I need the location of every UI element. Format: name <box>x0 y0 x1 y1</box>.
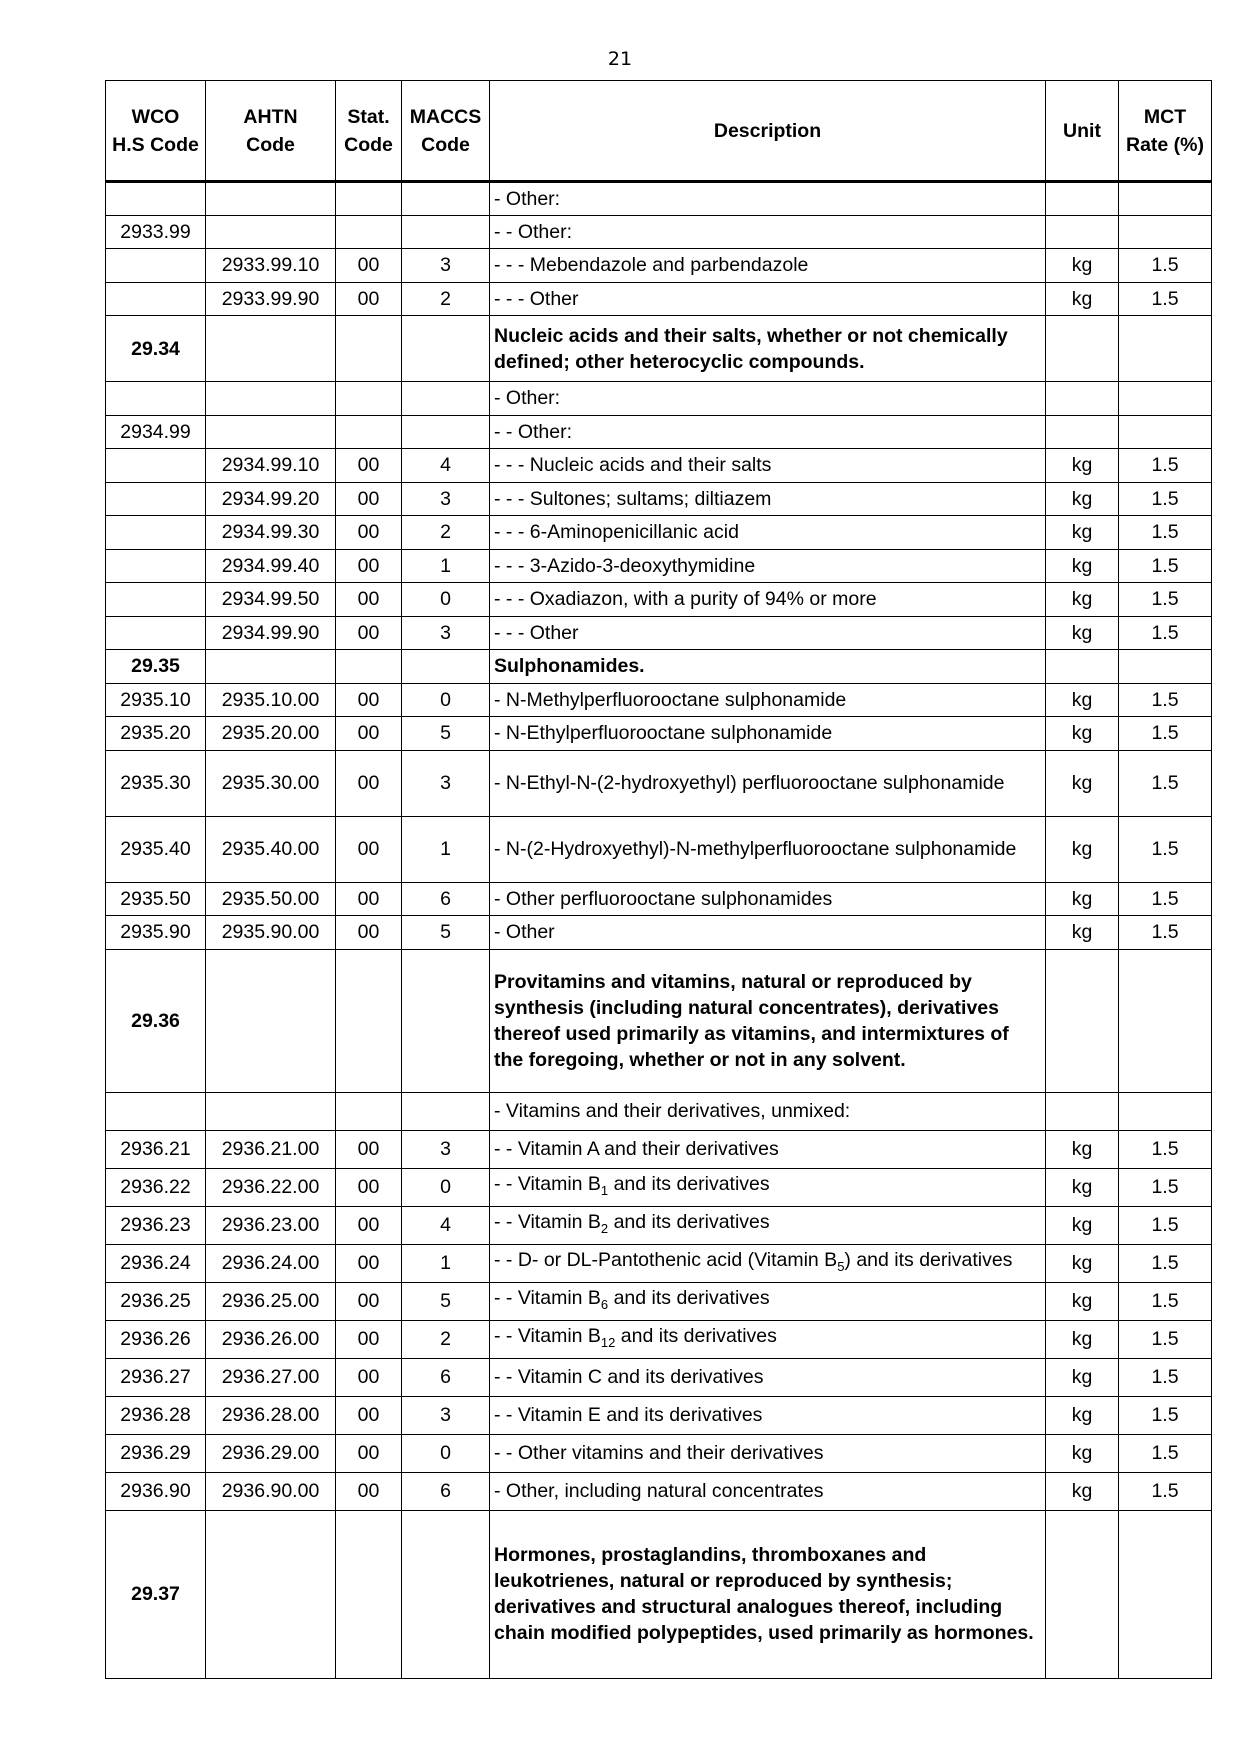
description-text: and its derivatives <box>608 1172 770 1195</box>
cell-ahtn-code: 2933.99.90 <box>206 282 336 316</box>
page-number: 21 <box>607 48 633 70</box>
cell-maccs-code: 5 <box>402 1282 490 1320</box>
cell-ahtn-code: 2935.20.00 <box>206 717 336 751</box>
cell-description <box>490 1320 1046 1358</box>
cell-description: - - - Sultones; sultams; diltiazem <box>490 482 1046 516</box>
cell-description: - Other perfluorooctane sulphonamides <box>490 882 1046 916</box>
cell-stat-code <box>336 949 402 1092</box>
cell-description: - - - 3-Azido-3-deoxythymidine <box>490 549 1046 583</box>
cell-mct-rate: 1.5 <box>1119 1434 1212 1472</box>
cell-description <box>490 1168 1046 1206</box>
cell-unit <box>1046 1510 1119 1678</box>
cell-ahtn-code: 2934.99.20 <box>206 482 336 516</box>
cell-stat-code: 00 <box>336 750 402 816</box>
cell-stat-code: 00 <box>336 549 402 583</box>
cell-unit: kg <box>1046 1130 1119 1168</box>
header-description: Description <box>490 81 1046 182</box>
cell-stat-code: 00 <box>336 282 402 316</box>
header-wco: WCO H.S Code <box>106 81 206 182</box>
cell-ahtn-code: 2936.26.00 <box>206 1320 336 1358</box>
cell-description: - - - Nucleic acids and their salts <box>490 449 1046 483</box>
header-unit: Unit <box>1046 81 1119 182</box>
cell-mct-rate: 1.5 <box>1119 449 1212 483</box>
header-maccs: MACCS Code <box>402 81 490 182</box>
cell-stat-code: 00 <box>336 1244 402 1282</box>
table-row <box>106 616 1212 650</box>
cell-mct-rate: 1.5 <box>1119 1320 1212 1358</box>
cell-wco-code: 2933.99 <box>106 215 206 249</box>
cell-maccs-code: 3 <box>402 1396 490 1434</box>
cell-description: - Vitamins and their derivatives, unmixed: <box>490 1092 1046 1130</box>
cell-mct-rate: 1.5 <box>1119 282 1212 316</box>
cell-description: - N-(2-Hydroxyethyl)-N-methylperfluorooctane sulphonamide <box>490 816 1046 882</box>
cell-stat-code: 00 <box>336 683 402 717</box>
vitamin-subscript: 1 <box>600 1182 609 1198</box>
cell-description: - - - Other <box>490 616 1046 650</box>
cell-mct-rate <box>1119 650 1212 684</box>
cell-stat-code <box>336 1092 402 1130</box>
description-text: and its derivatives <box>608 1286 770 1309</box>
cell-wco-code <box>106 482 206 516</box>
cell-stat-code: 00 <box>336 882 402 916</box>
cell-ahtn-code: 2936.23.00 <box>206 1206 336 1244</box>
cell-mct-rate <box>1119 215 1212 249</box>
cell-unit: kg <box>1046 717 1119 751</box>
cell-unit <box>1046 415 1119 449</box>
cell-mct-rate: 1.5 <box>1119 1206 1212 1244</box>
cell-wco-code: 29.34 <box>106 316 206 382</box>
cell-ahtn-code <box>206 949 336 1092</box>
cell-stat-code <box>336 182 402 216</box>
cell-unit: kg <box>1046 1282 1119 1320</box>
cell-unit <box>1046 1092 1119 1130</box>
cell-unit <box>1046 650 1119 684</box>
table-row <box>106 949 1212 1092</box>
cell-description: - N-Ethyl-N-(2-hydroxyethyl) perfluorooctane sulphonamide <box>490 750 1046 816</box>
cell-mct-rate: 1.5 <box>1119 1396 1212 1434</box>
description-text: - - Vitamin B <box>494 1286 601 1309</box>
cell-ahtn-code: 2936.29.00 <box>206 1434 336 1472</box>
cell-description: - Other, including natural concentrates <box>490 1472 1046 1510</box>
cell-ahtn-code: 2936.25.00 <box>206 1282 336 1320</box>
cell-mct-rate: 1.5 <box>1119 916 1212 950</box>
cell-mct-rate: 1.5 <box>1119 1472 1212 1510</box>
cell-wco-code <box>106 516 206 550</box>
table-row <box>106 1396 1212 1434</box>
cell-ahtn-code <box>206 1510 336 1678</box>
cell-stat-code: 00 <box>336 1282 402 1320</box>
tariff-table <box>105 80 1212 1679</box>
cell-description: - - - Mebendazole and parbendazole <box>490 249 1046 283</box>
cell-ahtn-code <box>206 182 336 216</box>
cell-stat-code: 00 <box>336 916 402 950</box>
vitamin-subscript: 2 <box>600 1220 609 1236</box>
cell-ahtn-code: 2935.40.00 <box>206 816 336 882</box>
cell-mct-rate: 1.5 <box>1119 516 1212 550</box>
description-text: - - Vitamin B <box>494 1324 601 1347</box>
table-row <box>106 1282 1212 1320</box>
cell-wco-code: 2936.26 <box>106 1320 206 1358</box>
cell-mct-rate: 1.5 <box>1119 882 1212 916</box>
table-row <box>106 449 1212 483</box>
cell-stat-code <box>336 382 402 416</box>
cell-description: - N-Methylperfluorooctane sulphonamide <box>490 683 1046 717</box>
cell-unit: kg <box>1046 516 1119 550</box>
cell-maccs-code: 6 <box>402 1472 490 1510</box>
cell-wco-code: 2935.10 <box>106 683 206 717</box>
cell-maccs-code <box>402 182 490 216</box>
cell-unit <box>1046 382 1119 416</box>
cell-ahtn-code: 2934.99.40 <box>206 549 336 583</box>
cell-maccs-code: 0 <box>402 1168 490 1206</box>
table-row <box>106 549 1212 583</box>
table-row <box>106 1434 1212 1472</box>
cell-stat-code: 00 <box>336 816 402 882</box>
table-row <box>106 583 1212 617</box>
cell-unit: kg <box>1046 1206 1119 1244</box>
cell-stat-code <box>336 1510 402 1678</box>
cell-unit: kg <box>1046 1358 1119 1396</box>
cell-wco-code <box>106 616 206 650</box>
cell-maccs-code: 5 <box>402 717 490 751</box>
cell-stat-code <box>336 415 402 449</box>
cell-mct-rate: 1.5 <box>1119 482 1212 516</box>
header-mct-rate: MCT Rate (%) <box>1119 81 1212 182</box>
cell-unit <box>1046 215 1119 249</box>
cell-stat-code: 00 <box>336 1434 402 1472</box>
cell-description <box>490 1244 1046 1282</box>
cell-wco-code: 2936.23 <box>106 1206 206 1244</box>
table-row <box>106 816 1212 882</box>
table-row <box>106 316 1212 382</box>
cell-unit: kg <box>1046 882 1119 916</box>
cell-mct-rate: 1.5 <box>1119 583 1212 617</box>
table-row <box>106 1206 1212 1244</box>
cell-unit: kg <box>1046 1472 1119 1510</box>
cell-wco-code: 2936.27 <box>106 1358 206 1396</box>
cell-maccs-code: 0 <box>402 1434 490 1472</box>
cell-wco-code <box>106 1092 206 1130</box>
cell-stat-code: 00 <box>336 516 402 550</box>
cell-wco-code <box>106 182 206 216</box>
cell-maccs-code: 1 <box>402 1244 490 1282</box>
cell-wco-code: 2934.99 <box>106 415 206 449</box>
cell-maccs-code <box>402 1510 490 1678</box>
cell-description: - - - 6-Aminopenicillanic acid <box>490 516 1046 550</box>
cell-ahtn-code: 2935.90.00 <box>206 916 336 950</box>
cell-unit: kg <box>1046 1168 1119 1206</box>
vitamin-subscript: 6 <box>600 1296 609 1312</box>
cell-ahtn-code: 2936.28.00 <box>206 1396 336 1434</box>
cell-ahtn-code <box>206 382 336 416</box>
cell-mct-rate <box>1119 415 1212 449</box>
cell-maccs-code: 6 <box>402 1358 490 1396</box>
cell-unit: kg <box>1046 549 1119 583</box>
cell-maccs-code: 4 <box>402 449 490 483</box>
cell-mct-rate: 1.5 <box>1119 1358 1212 1396</box>
cell-maccs-code <box>402 316 490 382</box>
cell-unit: kg <box>1046 750 1119 816</box>
cell-maccs-code: 2 <box>402 516 490 550</box>
cell-ahtn-code <box>206 650 336 684</box>
cell-description: - - Vitamin E and its derivatives <box>490 1396 1046 1434</box>
cell-maccs-code <box>402 650 490 684</box>
cell-ahtn-code: 2935.10.00 <box>206 683 336 717</box>
cell-description: - Other <box>490 916 1046 950</box>
vitamin-subscript: 5 <box>837 1258 845 1274</box>
cell-mct-rate <box>1119 316 1212 382</box>
cell-wco-code: 2936.29 <box>106 1434 206 1472</box>
cell-stat-code: 00 <box>336 482 402 516</box>
cell-unit: kg <box>1046 282 1119 316</box>
cell-stat-code: 00 <box>336 583 402 617</box>
cell-description: - - Vitamin C and its derivatives <box>490 1358 1046 1396</box>
cell-stat-code: 00 <box>336 1206 402 1244</box>
cell-ahtn-code <box>206 1092 336 1130</box>
cell-description: Provitamins and vitamins, natural or reproduced by synthesis (including natural concentrates), derivatives thereof used primarily as vitamins, and intermixtures of the foregoing, whether or not in any solvent. <box>490 949 1046 1092</box>
table-row <box>106 182 1212 216</box>
table-row <box>106 382 1212 416</box>
cell-mct-rate <box>1119 182 1212 216</box>
cell-mct-rate <box>1119 1510 1212 1678</box>
cell-description: - - Vitamin A and their derivatives <box>490 1130 1046 1168</box>
table-row <box>106 249 1212 283</box>
cell-ahtn-code: 2936.22.00 <box>206 1168 336 1206</box>
cell-wco-code: 2936.22 <box>106 1168 206 1206</box>
cell-stat-code: 00 <box>336 1472 402 1510</box>
cell-ahtn-code: 2936.21.00 <box>206 1130 336 1168</box>
table-row <box>106 1320 1212 1358</box>
table-row <box>106 516 1212 550</box>
table-row <box>106 750 1212 816</box>
cell-unit: kg <box>1046 1396 1119 1434</box>
cell-description <box>490 1206 1046 1244</box>
cell-maccs-code: 0 <box>402 683 490 717</box>
cell-ahtn-code <box>206 215 336 249</box>
cell-ahtn-code: 2936.27.00 <box>206 1358 336 1396</box>
table-row <box>106 717 1212 751</box>
cell-maccs-code: 1 <box>402 549 490 583</box>
cell-stat-code <box>336 215 402 249</box>
cell-wco-code: 2936.25 <box>106 1282 206 1320</box>
table-row <box>106 482 1212 516</box>
cell-description: Sulphonamides. <box>490 650 1046 684</box>
cell-mct-rate: 1.5 <box>1119 750 1212 816</box>
cell-wco-code <box>106 249 206 283</box>
description-text: - - D- or DL-Pantothenic acid (Vitamin B <box>494 1248 838 1271</box>
description-text: and its derivatives <box>615 1324 777 1347</box>
cell-wco-code: 2935.90 <box>106 916 206 950</box>
cell-stat-code <box>336 316 402 382</box>
cell-description: - - - Other <box>490 282 1046 316</box>
table-row <box>106 282 1212 316</box>
cell-mct-rate <box>1119 1092 1212 1130</box>
cell-description: - Other: <box>490 182 1046 216</box>
cell-mct-rate: 1.5 <box>1119 717 1212 751</box>
cell-maccs-code <box>402 415 490 449</box>
cell-unit: kg <box>1046 616 1119 650</box>
cell-ahtn-code: 2933.99.10 <box>206 249 336 283</box>
cell-maccs-code: 2 <box>402 1320 490 1358</box>
cell-stat-code: 00 <box>336 717 402 751</box>
cell-mct-rate: 1.5 <box>1119 683 1212 717</box>
cell-unit <box>1046 316 1119 382</box>
cell-unit: kg <box>1046 1434 1119 1472</box>
cell-unit: kg <box>1046 482 1119 516</box>
cell-description: - - Other: <box>490 415 1046 449</box>
cell-stat-code: 00 <box>336 616 402 650</box>
cell-wco-code: 2935.20 <box>106 717 206 751</box>
cell-stat-code: 00 <box>336 1130 402 1168</box>
table-body <box>106 182 1212 1679</box>
cell-unit <box>1046 182 1119 216</box>
cell-wco-code <box>106 449 206 483</box>
cell-wco-code: 29.37 <box>106 1510 206 1678</box>
cell-maccs-code: 1 <box>402 816 490 882</box>
description-text: - - Vitamin B <box>494 1210 601 1233</box>
cell-wco-code <box>106 549 206 583</box>
cell-maccs-code: 4 <box>402 1206 490 1244</box>
cell-description: - - Other vitamins and their derivatives <box>490 1434 1046 1472</box>
cell-ahtn-code: 2936.24.00 <box>206 1244 336 1282</box>
cell-ahtn-code: 2935.50.00 <box>206 882 336 916</box>
cell-mct-rate: 1.5 <box>1119 616 1212 650</box>
cell-stat-code: 00 <box>336 1396 402 1434</box>
cell-maccs-code <box>402 1092 490 1130</box>
cell-maccs-code: 6 <box>402 882 490 916</box>
cell-ahtn-code <box>206 316 336 382</box>
cell-maccs-code <box>402 949 490 1092</box>
cell-wco-code: 2935.50 <box>106 882 206 916</box>
cell-maccs-code: 3 <box>402 482 490 516</box>
description-text: and its derivatives <box>608 1210 770 1233</box>
cell-unit <box>1046 949 1119 1092</box>
table-row <box>106 882 1212 916</box>
cell-stat-code: 00 <box>336 249 402 283</box>
header-stat: Stat. Code <box>336 81 402 182</box>
cell-unit: kg <box>1046 916 1119 950</box>
cell-wco-code: 2936.90 <box>106 1472 206 1510</box>
table-row <box>106 1510 1212 1678</box>
cell-unit: kg <box>1046 449 1119 483</box>
cell-description: - Other: <box>490 382 1046 416</box>
vitamin-subscript: 12 <box>600 1334 616 1350</box>
cell-mct-rate: 1.5 <box>1119 816 1212 882</box>
cell-description: Hormones, prostaglandins, thromboxanes and leukotrienes, natural or reproduced by synthesis; derivatives and structural analogues thereof, including chain modified polypeptides, used primarily as hormones. <box>490 1510 1046 1678</box>
table-row <box>106 1092 1212 1130</box>
cell-ahtn-code: 2934.99.30 <box>206 516 336 550</box>
cell-mct-rate: 1.5 <box>1119 249 1212 283</box>
cell-unit: kg <box>1046 816 1119 882</box>
header-ahtn: AHTN Code <box>206 81 336 182</box>
cell-maccs-code <box>402 382 490 416</box>
cell-maccs-code: 3 <box>402 249 490 283</box>
cell-wco-code: 29.36 <box>106 949 206 1092</box>
cell-stat-code: 00 <box>336 1358 402 1396</box>
cell-mct-rate: 1.5 <box>1119 549 1212 583</box>
table-row <box>106 1358 1212 1396</box>
cell-stat-code <box>336 650 402 684</box>
cell-stat-code: 00 <box>336 1168 402 1206</box>
cell-maccs-code: 5 <box>402 916 490 950</box>
cell-mct-rate: 1.5 <box>1119 1168 1212 1206</box>
cell-description: - - Other: <box>490 215 1046 249</box>
cell-ahtn-code: 2934.99.90 <box>206 616 336 650</box>
cell-ahtn-code: 2934.99.50 <box>206 583 336 617</box>
table-row <box>106 415 1212 449</box>
cell-wco-code <box>106 382 206 416</box>
cell-wco-code: 2935.30 <box>106 750 206 816</box>
cell-maccs-code: 3 <box>402 750 490 816</box>
cell-unit: kg <box>1046 1244 1119 1282</box>
cell-wco-code: 2936.21 <box>106 1130 206 1168</box>
cell-mct-rate <box>1119 382 1212 416</box>
cell-maccs-code: 3 <box>402 616 490 650</box>
table-row <box>106 683 1212 717</box>
cell-maccs-code: 0 <box>402 583 490 617</box>
table-row <box>106 1244 1212 1282</box>
cell-description: Nucleic acids and their salts, whether or not chemically defined; other heterocyclic compounds. <box>490 316 1046 382</box>
cell-unit: kg <box>1046 683 1119 717</box>
cell-unit: kg <box>1046 583 1119 617</box>
cell-ahtn-code: 2936.90.00 <box>206 1472 336 1510</box>
cell-maccs-code: 3 <box>402 1130 490 1168</box>
cell-mct-rate: 1.5 <box>1119 1244 1212 1282</box>
table-row <box>106 215 1212 249</box>
cell-wco-code: 2936.24 <box>106 1244 206 1282</box>
cell-wco-code <box>106 282 206 316</box>
cell-maccs-code <box>402 215 490 249</box>
cell-description <box>490 1282 1046 1320</box>
cell-maccs-code: 2 <box>402 282 490 316</box>
cell-wco-code <box>106 583 206 617</box>
cell-ahtn-code: 2935.30.00 <box>206 750 336 816</box>
table-row <box>106 916 1212 950</box>
cell-description: - - - Oxadiazon, with a purity of 94% or more <box>490 583 1046 617</box>
cell-wco-code: 2935.40 <box>106 816 206 882</box>
cell-mct-rate <box>1119 949 1212 1092</box>
description-text: - - Vitamin B <box>494 1172 601 1195</box>
cell-wco-code: 29.35 <box>106 650 206 684</box>
cell-mct-rate: 1.5 <box>1119 1130 1212 1168</box>
table-row <box>106 650 1212 684</box>
cell-stat-code: 00 <box>336 1320 402 1358</box>
cell-stat-code: 00 <box>336 449 402 483</box>
table-row <box>106 1168 1212 1206</box>
cell-ahtn-code: 2934.99.10 <box>206 449 336 483</box>
table-row <box>106 1472 1212 1510</box>
description-text: ) and its derivatives <box>844 1248 1013 1271</box>
cell-unit: kg <box>1046 249 1119 283</box>
cell-ahtn-code <box>206 415 336 449</box>
table-row <box>106 1130 1212 1168</box>
cell-wco-code: 2936.28 <box>106 1396 206 1434</box>
table-header-row <box>106 81 1212 182</box>
cell-unit: kg <box>1046 1320 1119 1358</box>
cell-description: - N-Ethylperfluorooctane sulphonamide <box>490 717 1046 751</box>
cell-mct-rate: 1.5 <box>1119 1282 1212 1320</box>
